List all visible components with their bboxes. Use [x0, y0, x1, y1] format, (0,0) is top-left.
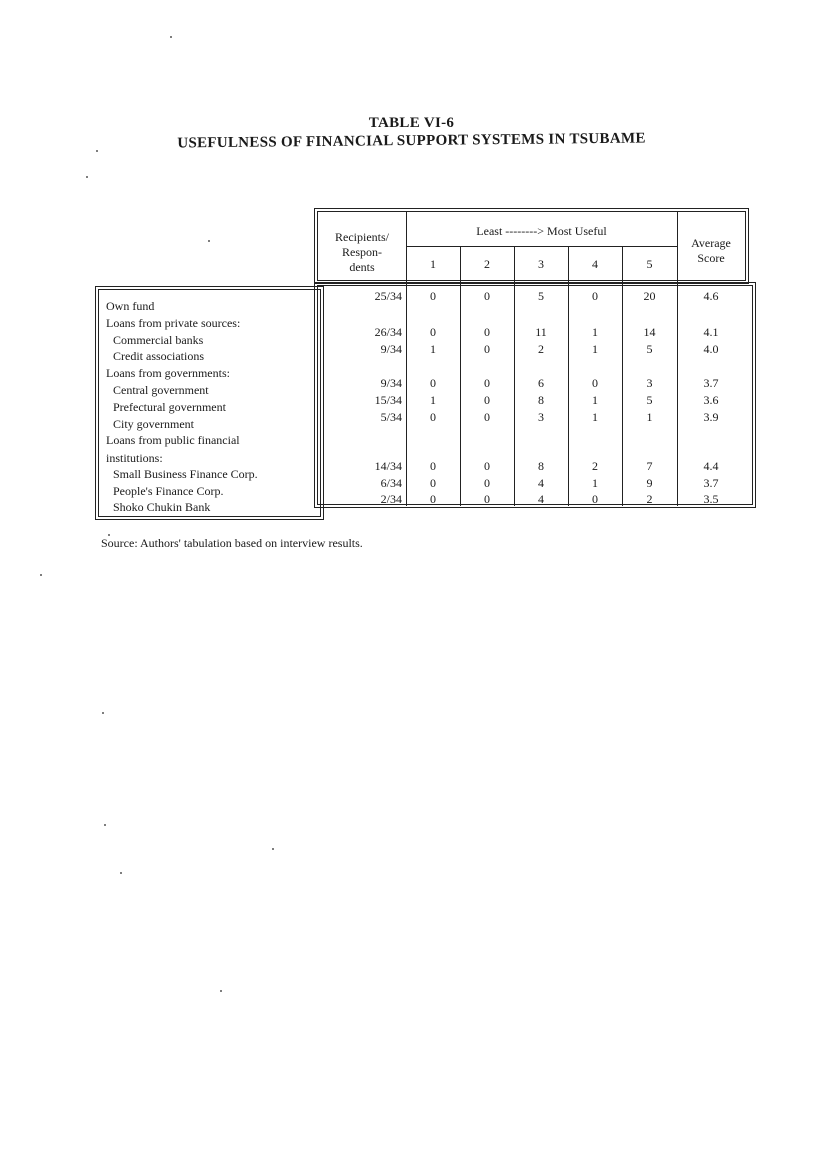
score-4-cell: 1 — [592, 325, 598, 339]
score-2-cell: 0 — [484, 289, 490, 303]
score-1-cell: 0 — [430, 325, 436, 339]
row-label: Loans from public financial — [106, 433, 240, 447]
scale-number: 5 — [646, 257, 653, 271]
scale-header: Least --------> Most Useful — [476, 224, 607, 238]
score-3-cell: 3 — [538, 410, 544, 424]
row-label: Loans from governments: — [106, 366, 230, 380]
recipients-header-line: Recipients/ — [335, 230, 389, 244]
score-1-cell: 0 — [430, 376, 436, 390]
row-label: Own fund — [106, 299, 155, 313]
score-5-cell: 1 — [646, 410, 653, 424]
table-title: USEFULNESS OF FINANCIAL SUPPORT SYSTEMS IN TSUBAME — [177, 130, 646, 152]
scan-speck — [104, 824, 106, 826]
recipients-header — [318, 230, 406, 275]
score-1-cell: 1 — [430, 393, 436, 407]
score-5-cell: 5 — [646, 342, 653, 356]
scan-speck — [272, 848, 274, 850]
score-2-cell: 0 — [484, 492, 490, 506]
score-5-cell: 3 — [646, 376, 653, 390]
score-3-cell: 5 — [538, 289, 544, 303]
row-label: Credit associations — [113, 349, 204, 363]
score-3-cell: 4 — [538, 492, 544, 506]
scan-speck — [96, 150, 98, 152]
average-header-line: Average — [691, 236, 731, 250]
score-3-cell: 6 — [538, 376, 544, 390]
recipients-header-line: Respon- — [342, 245, 382, 259]
scale-number: 2 — [484, 257, 490, 271]
score-2-cell: 0 — [484, 342, 490, 356]
score-1-cell: 0 — [430, 459, 436, 473]
scale-number: 1 — [430, 257, 436, 271]
recipients-cell: 26/34 — [374, 325, 402, 339]
score-2-cell: 0 — [484, 410, 490, 424]
recipients-cell: 2/34 — [380, 492, 402, 506]
average-cell: 4.1 — [703, 325, 719, 339]
average-cell: 4.6 — [703, 289, 719, 303]
score-2-cell: 0 — [484, 476, 490, 490]
score-3-cell: 8 — [538, 459, 544, 473]
score-1-cell: 1 — [430, 342, 436, 356]
scan-speck — [40, 574, 42, 576]
score-1-cell: 0 — [430, 410, 436, 424]
row-label: Small Business Finance Corp. — [113, 467, 258, 481]
score-3-cell: 11 — [535, 325, 547, 339]
average-cell: 3.5 — [703, 492, 719, 506]
score-3-cell: 2 — [538, 342, 544, 356]
score-5-cell: 2 — [646, 492, 653, 506]
score-4-cell: 0 — [592, 376, 598, 390]
row-label: Commercial banks — [113, 333, 204, 347]
row-label: City government — [113, 417, 194, 431]
score-1-cell: 0 — [430, 289, 436, 303]
divider — [677, 284, 678, 506]
row-label: Central government — [113, 383, 209, 397]
average-cell: 4.0 — [703, 342, 719, 356]
recipients-cell: 14/34 — [374, 459, 402, 473]
recipients-cell: 9/34 — [380, 342, 402, 356]
recipients-cell: 25/34 — [374, 289, 402, 303]
average-cell: 4.4 — [703, 459, 719, 473]
scan-speck — [102, 712, 104, 714]
row-label: Shoko Chukin Bank — [113, 500, 211, 514]
divider — [406, 246, 677, 247]
average-cell: 3.6 — [703, 393, 719, 407]
recipients-cell: 5/34 — [380, 410, 402, 424]
score-5-cell: 14 — [643, 325, 656, 339]
average-header — [679, 236, 743, 266]
average-header-line: Score — [697, 251, 725, 265]
recipients-header-line: dents — [349, 260, 375, 274]
source-note: Source: Authors' tabulation based on interview results. — [101, 536, 363, 550]
score-4-cell: 1 — [592, 410, 598, 424]
scan-speck — [208, 240, 210, 242]
score-5-cell: 5 — [646, 393, 653, 407]
score-4-cell: 2 — [592, 459, 598, 473]
recipients-cell: 6/34 — [380, 476, 402, 490]
score-2-cell: 0 — [484, 459, 490, 473]
score-4-cell: 1 — [592, 476, 598, 490]
recipients-cell: 9/34 — [380, 376, 402, 390]
row-label: Prefectural government — [113, 400, 226, 414]
table-number: TABLE VI-6 — [368, 115, 455, 131]
scan-speck — [108, 534, 110, 536]
scan-speck — [220, 990, 222, 992]
score-5-cell: 7 — [646, 459, 653, 473]
score-1-cell: 0 — [430, 492, 436, 506]
score-4-cell: 1 — [592, 393, 598, 407]
row-label: Loans from private sources: — [106, 316, 241, 330]
average-cell: 3.9 — [703, 410, 719, 424]
score-5-cell: 9 — [646, 476, 653, 490]
row-label: institutions: — [106, 451, 163, 465]
score-2-cell: 0 — [484, 393, 490, 407]
scale-number: 4 — [592, 257, 598, 271]
score-2-cell: 0 — [484, 325, 490, 339]
score-4-cell: 0 — [592, 492, 598, 506]
score-3-cell: 8 — [538, 393, 544, 407]
score-4-cell: 0 — [592, 289, 598, 303]
average-cell: 3.7 — [703, 376, 719, 390]
average-cell: 3.7 — [703, 476, 719, 490]
scale-number: 3 — [538, 257, 544, 271]
score-4-cell: 1 — [592, 342, 598, 356]
score-2-cell: 0 — [484, 376, 490, 390]
score-3-cell: 4 — [538, 476, 544, 490]
scan-speck — [86, 176, 88, 178]
row-label: People's Finance Corp. — [113, 484, 224, 498]
scan-speck — [170, 36, 172, 38]
divider — [677, 212, 678, 282]
score-5-cell: 20 — [643, 289, 656, 303]
recipients-cell: 15/34 — [374, 393, 402, 407]
score-1-cell: 0 — [430, 476, 436, 490]
scan-speck — [120, 872, 122, 874]
